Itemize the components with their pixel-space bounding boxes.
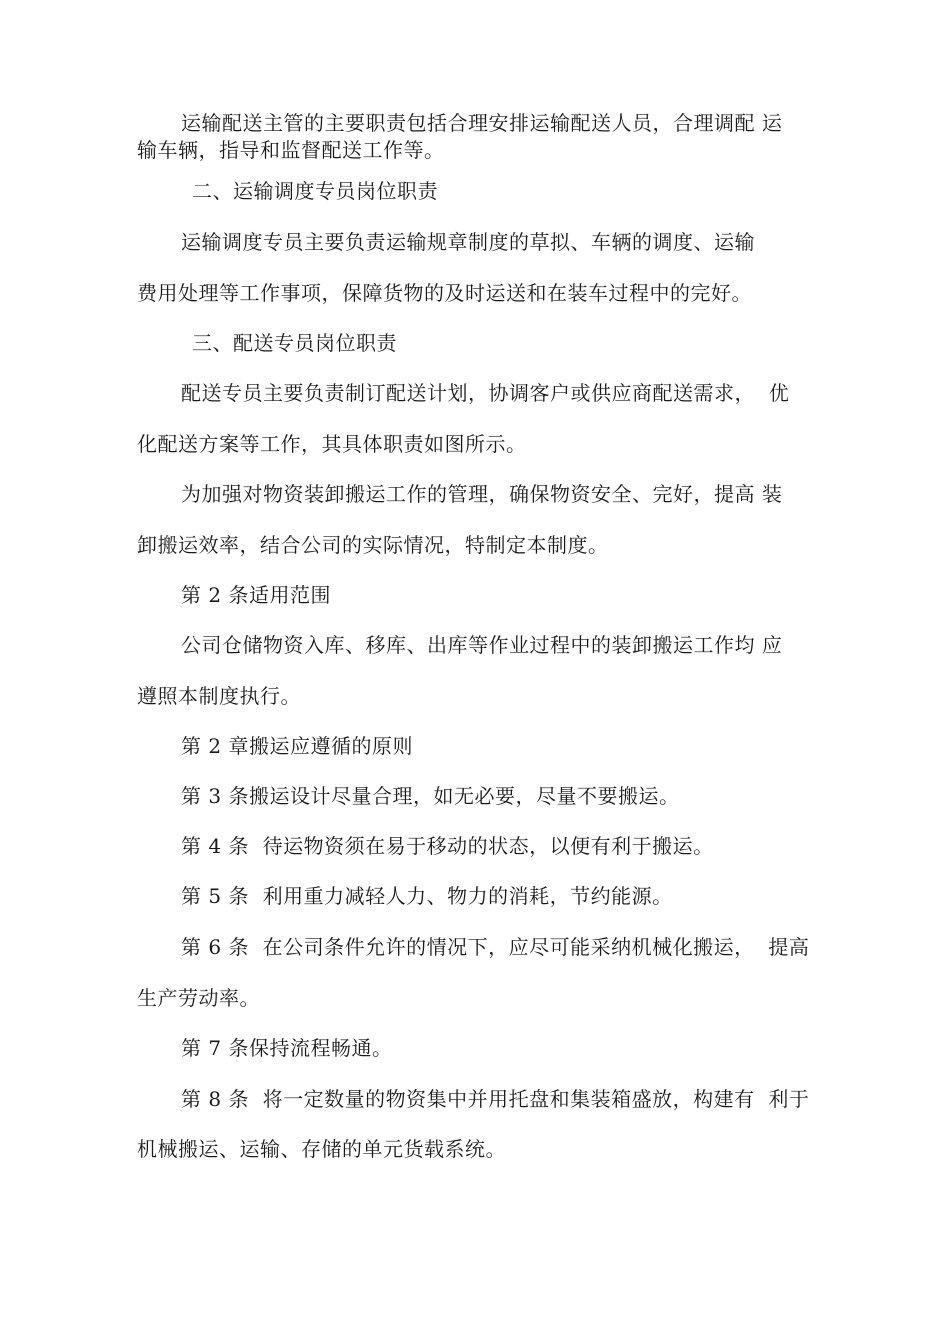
text-line: 第 7 条保持流程畅通。 <box>181 1036 393 1060</box>
text-line: 化配送方案等工作，其具体职责如图所示。 <box>137 432 527 456</box>
text-line: 第 5 条 利用重力减轻人力、物力的消耗，节约能源。 <box>181 884 673 908</box>
text-line: 输车辆，指导和监督配送工作等。 <box>137 138 445 162</box>
text-line: 配送专员主要负责制订配送计划，协调客户或供应商配送需求， 优 <box>181 381 790 405</box>
text-line: 运输配送主管的主要职责包括合理安排运输配送人员，合理调配 运 <box>181 111 783 135</box>
section-heading: 三、配送专员岗位职责 <box>192 331 397 355</box>
text-line: 公司仓储物资入库、移库、出库等作业过程中的装卸搬运工作均 应 <box>181 633 783 657</box>
text-line: 机械搬运、运输、存储的单元货载系统。 <box>137 1137 506 1161</box>
text-line: 为加强对物资装卸搬运工作的管理，确保物资安全、完好，提高 装 <box>181 482 783 506</box>
article-heading: 第 2 条适用范围 <box>181 583 331 607</box>
text-line: 遵照本制度执行。 <box>137 684 301 708</box>
chapter-heading: 第 2 章搬运应遵循的原则 <box>181 734 413 758</box>
text-line: 第 6 条 在公司条件允许的情况下，应尽可能采纳机械化搬运， 提高 <box>181 935 810 959</box>
text-line: 第 8 条 将一定数量的物资集中并用托盘和集装箱盛放，构建有 利于 <box>181 1087 810 1111</box>
text-line: 费用处理等工作事项，保障货物的及时运送和在装车过程中的完好。 <box>137 281 752 305</box>
text-line: 生产劳动率。 <box>137 986 260 1010</box>
text-line: 第 3 条搬运设计尽量合理，如无必要，尽量不要搬运。 <box>181 784 680 808</box>
section-heading: 二、运输调度专员岗位职责 <box>192 179 438 203</box>
text-line: 卸搬运效率，结合公司的实际情况，特制定本制度。 <box>137 533 609 557</box>
text-line: 运输调度专员主要负责运输规章制度的草拟、车辆的调度、运输 <box>181 230 755 254</box>
text-line: 第 4 条 待运物资须在易于移动的状态，以便有利于搬运。 <box>181 834 714 858</box>
